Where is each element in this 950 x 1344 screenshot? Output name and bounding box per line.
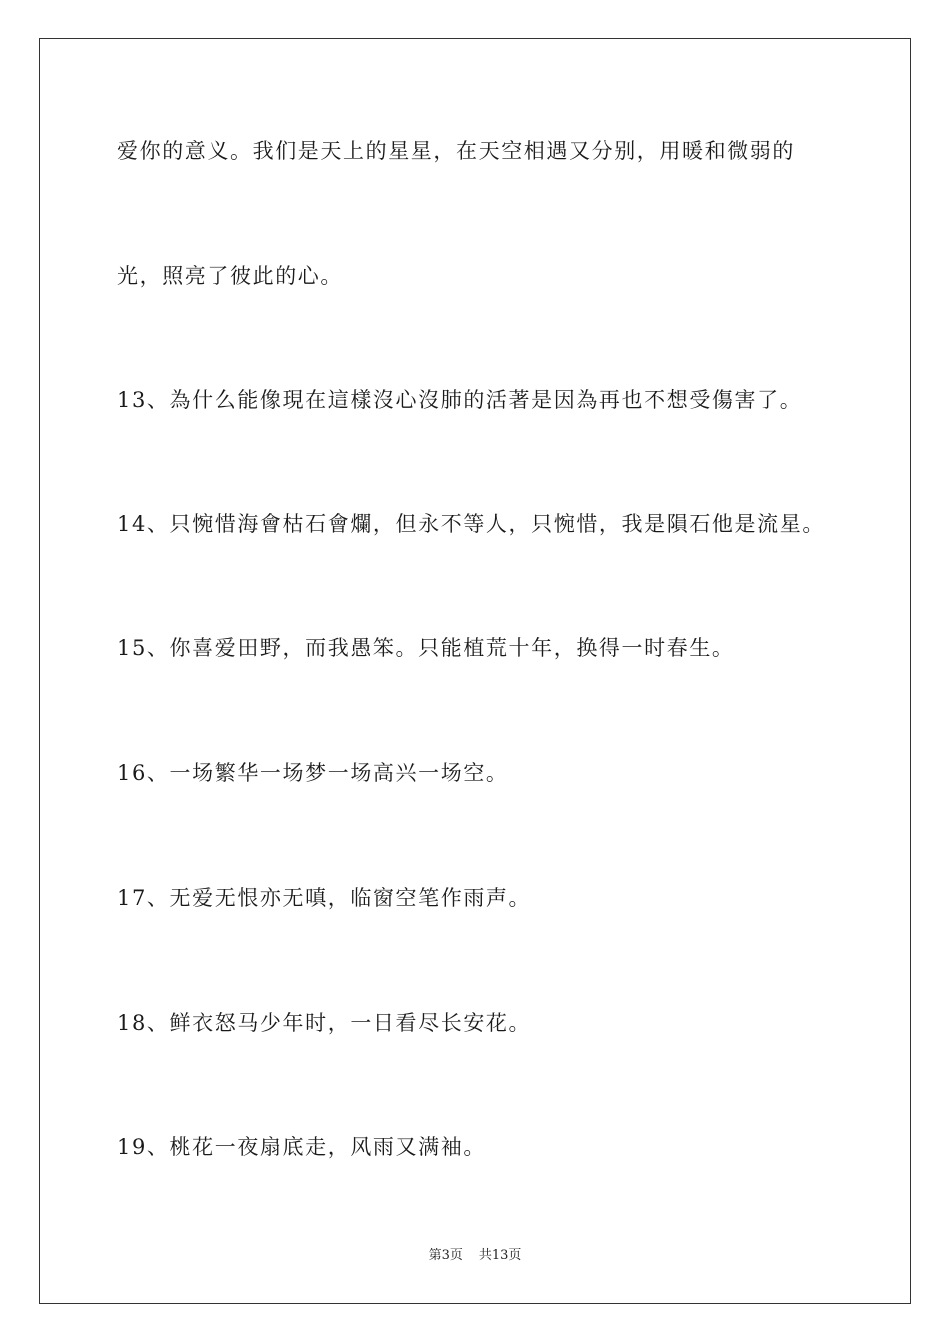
- page-number: 第3页: [428, 1248, 463, 1263]
- list-item-17: 17、无爱无恨亦无嗔，临窗空笔作雨声。: [117, 886, 532, 910]
- list-item-19: 19、桃花一夜扇底走，风雨又满袖。: [117, 1135, 486, 1159]
- list-item-15: 15、你喜爱田野，而我愚笨。只能植荒十年，换得一时春生。: [117, 636, 735, 660]
- list-item-13: 13、為什么能像現在這樣沒心沒肺的活著是因為再也不想受傷害了。: [117, 388, 803, 412]
- page-footer: [0, 1246, 950, 1266]
- list-item-16: 16、一场繁华一场梦一场高兴一场空。: [117, 761, 509, 785]
- text-line-1: 爱你的意义。我们是天上的星星，在天空相遇又分别，用暖和微弱的: [117, 139, 795, 163]
- text-line-2: 光，照亮了彼此的心。: [117, 264, 343, 288]
- page-border: [39, 38, 911, 1304]
- total-pages: 共13页: [478, 1248, 522, 1263]
- list-item-18: 18、鲜衣怒马少年时，一日看尽长安花。: [117, 1011, 532, 1035]
- list-item-14: 14、只惋惜海會枯石會爛，但永不等人，只惋惜，我是隕石他是流星。: [117, 512, 825, 536]
